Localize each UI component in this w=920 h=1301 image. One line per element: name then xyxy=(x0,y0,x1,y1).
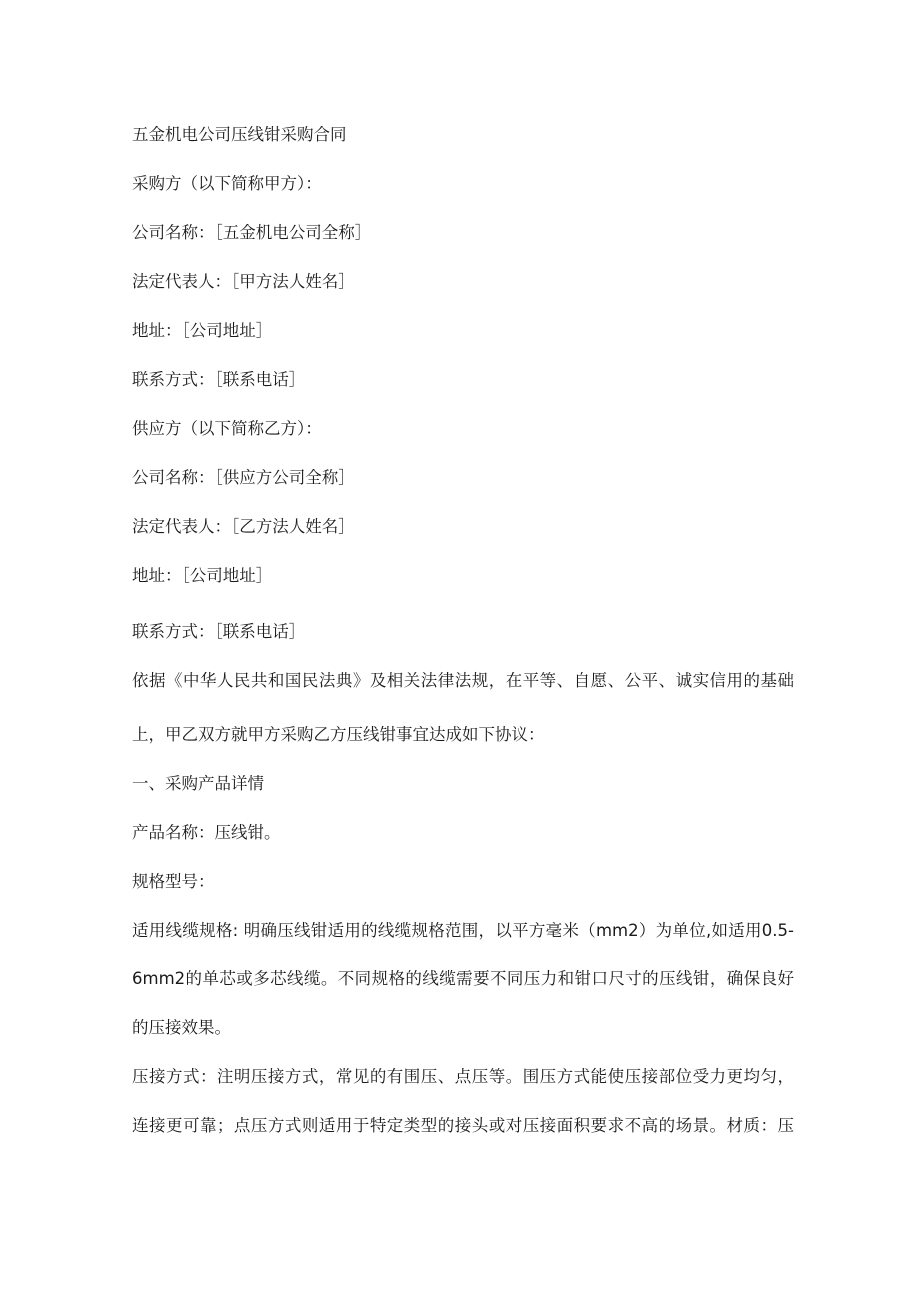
supplier-address-field: 地址：［公司地址］ xyxy=(132,566,273,585)
document-title: 五金机电公司压线钳采购合同 xyxy=(132,125,347,144)
buyer-legal-rep-field: 法定代表人：［甲方法人姓名］ xyxy=(132,272,355,291)
buyer-company-field: 公司名称：［五金机电公司全称］ xyxy=(132,223,372,242)
supplier-contact-field: 联系方式：［联系电话］ xyxy=(132,622,306,641)
buyer-contact-field: 联系方式：［联系电话］ xyxy=(132,370,306,389)
supplier-heading: 供应方（以下简称乙方）： xyxy=(132,419,322,438)
buyer-heading: 采购方（以下简称甲方）： xyxy=(132,174,322,193)
supplier-legal-rep-field: 法定代表人：［乙方法人姓名］ xyxy=(132,517,355,536)
product-name-line: 产品名称：压线钳。 xyxy=(132,823,281,842)
section-1-heading: 一、采购产品详情 xyxy=(132,774,264,793)
buyer-address-field: 地址：［公司地址］ xyxy=(132,321,273,340)
preamble-line-1: 依据《中华人民共和国民法典》及相关法律法规，在平等、自愿、公平、诚实信用的基础 xyxy=(132,671,794,690)
cable-spec-line-2: 6mm2的单芯或多芯线缆。不同规格的线缆需要不同压力和钳口尺寸的压线钳，确保良好 xyxy=(132,969,794,988)
crimp-method-line-1: 压接方式：注明压接方式，常见的有围压、点压等。围压方式能使压接部位受力更均匀， xyxy=(132,1067,794,1086)
preamble-line-2: 上，甲乙双方就甲方采购乙方压线钳事宜达成如下协议： xyxy=(132,725,545,744)
cable-spec-line-1: 适用线缆规格: 明确压线钳适用的线缆规格范围，以平方毫米（mm2）为单位,如适用0.5- xyxy=(132,921,794,940)
crimp-method-line-2: 连接更可靠；点压方式则适用于特定类型的接头或对压接面积要求不高的场景。材质：压 xyxy=(132,1116,794,1135)
supplier-company-field: 公司名称：［供应方公司全称］ xyxy=(132,468,355,487)
spec-model-line: 规格型号： xyxy=(132,872,215,891)
cable-spec-line-3: 的压接效果。 xyxy=(132,1018,231,1037)
